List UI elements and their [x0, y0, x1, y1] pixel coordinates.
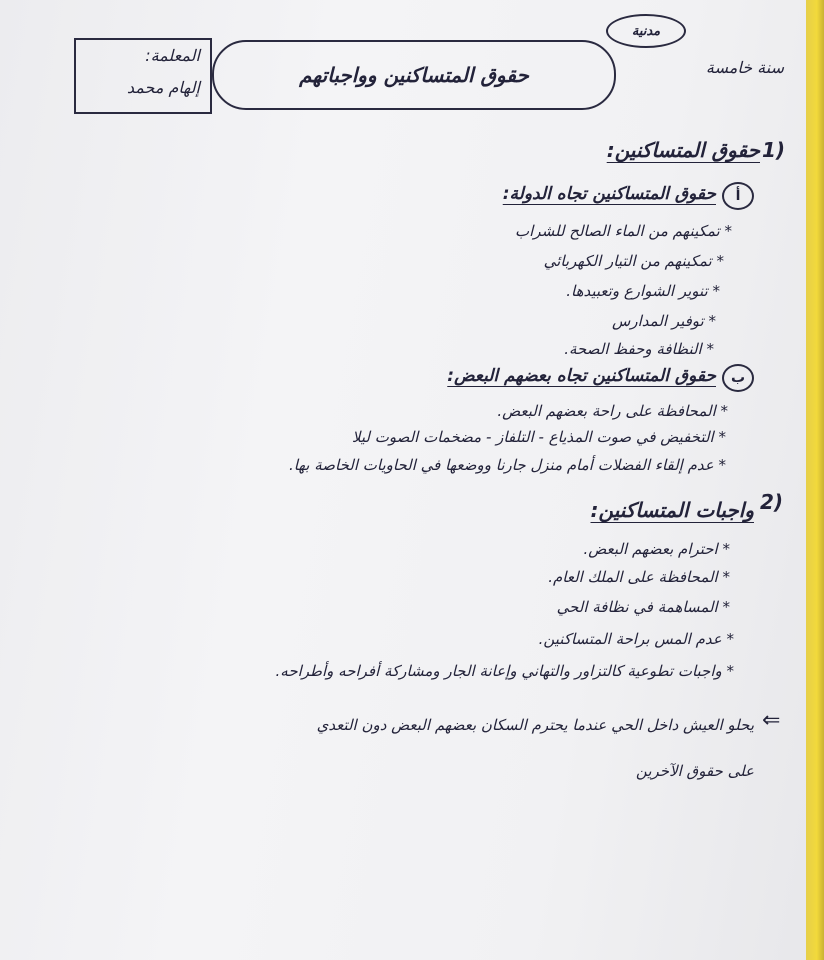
grade-label: سنة خامسة — [705, 58, 784, 77]
section2-number: 2) — [760, 490, 784, 514]
section2-item: * احترام بعضهم البعض. — [583, 540, 730, 558]
part-a-item: * النظافة وحفظ الصحة. — [564, 340, 714, 358]
conclusion-line: على حقوق الآخرين — [635, 762, 754, 780]
section1-heading: حقوق المتساكنين: — [606, 138, 760, 162]
conclusion-arrow-icon: ⇐ — [762, 708, 781, 733]
page-title: حقوق المتساكنين وواجباتهم — [299, 63, 529, 87]
section2-item: * المساهمة في نظافة الحي — [556, 598, 730, 616]
part-a-item: * توفير المدارس — [612, 312, 716, 330]
section1-number: 1) — [762, 138, 786, 162]
part-b-item: * المحافظة على راحة بعضهم البعض. — [497, 402, 728, 420]
part-a-item: * تمكينهم من التيار الكهربائي — [543, 252, 724, 270]
conclusion-line: يحلو العيش داخل الحي عندما يحترم السكان بعضهم البعض دون التعدي — [316, 716, 754, 734]
part-a-item: * تمكينهم من الماء الصالح للشراب — [515, 222, 732, 240]
part-a-item: * تنوير الشوارع وتعبيدها. — [566, 282, 720, 300]
subject-label: مدنية — [631, 23, 661, 39]
section2-item: * واجبات تطوعية كالتزاور والتهاني وإعانة الجار ومشاركة أفراحه وأطراحه. — [275, 662, 734, 680]
part-b-item: * عدم إلقاء الفضلات أمام منزل جارنا ووضعها في الحاويات الخاصة بها. — [289, 456, 726, 474]
teacher-box — [74, 38, 212, 114]
teacher-name: إلهام محمد — [126, 78, 200, 97]
yellow-page-edge — [806, 0, 824, 960]
title-cloud — [212, 40, 616, 110]
part-b-item: * التخفيض في صوت المذياع - التلفاز - مضخمات الصوت ليلا — [351, 428, 726, 446]
part-b-heading: حقوق المتساكنين تجاه بعضهم البعض: — [447, 366, 716, 386]
section2-heading: واجبات المتساكنين: — [590, 498, 754, 522]
part-b-marker: ب — [722, 364, 754, 392]
section2-item: * عدم المس براحة المتساكنين. — [538, 630, 734, 648]
part-a-heading: حقوق المتساكنين تجاه الدولة: — [502, 184, 716, 204]
teacher-label: المعلمة: — [145, 46, 200, 65]
part-a-marker: أ — [722, 182, 754, 210]
section2-item: * المحافظة على الملك العام. — [548, 568, 730, 586]
subject-badge — [606, 14, 686, 48]
